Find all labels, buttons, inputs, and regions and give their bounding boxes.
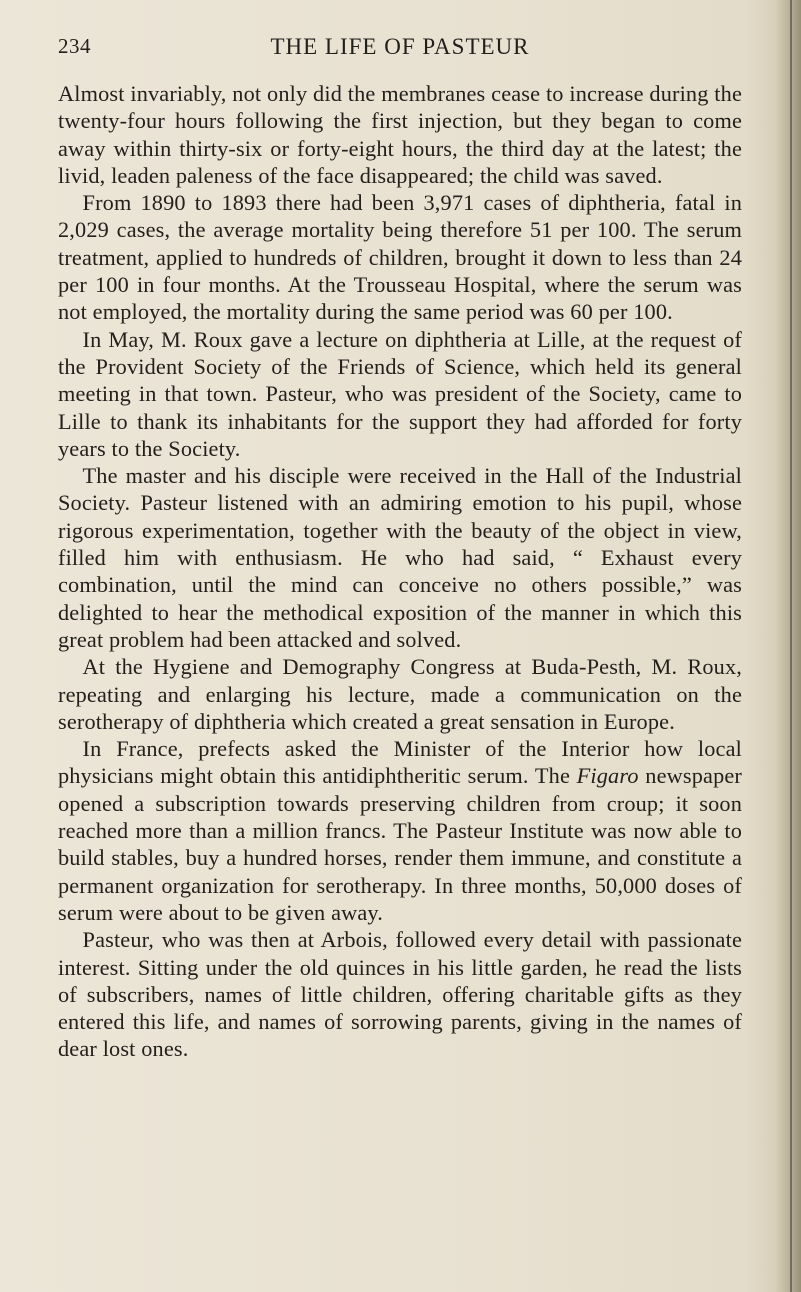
page-edge-line <box>790 0 792 1292</box>
page-edge-shadow <box>775 0 801 1292</box>
paragraph-buda-pesth: At the Hygiene and Demography Congress at Buda-Pesth, M. Roux, repeating and enlarging his lecture, made a communication on the serotherapy of diphtheria which created a great sensation in Europe. <box>58 654 742 734</box>
paragraph-figaro <box>58 735 742 926</box>
running-title: THE LIFE OF PASTEUR <box>270 34 530 59</box>
paragraph-statistics: From 1890 to 1893 there had been 3,971 cases of diphtheria, fatal in 2,029 cases, the average mortality being therefore 51 per 100. The serum treatment, applied to hundreds of children, brought it down to less than 24 per 100 in four months. At the Trousseau Hospital, where the serum was not employed, the mortality during the same period was 60 per 100. <box>58 190 742 325</box>
body-text <box>58 80 742 1063</box>
page-number: 234 <box>58 34 91 58</box>
paragraph-industrial-society: The master and his disciple were received in the Hall of the Industrial Society. Pasteur listened with an admiring emotion to his pupil, whose rigorous experimentation, together with the beauty of the object in view, filled him with enthusiasm. He who had said, “ Exhaust every combination, until the mind can conceive no others possible,” was delighted to hear the methodical exposition of the manner in which this great problem had been attacked and solved. <box>58 463 742 652</box>
figaro-text-after: newspaper opened a subscription towards preserving children from croup; it soon reached more than a million francs. The Pasteur Institute was now able to build stables, buy a hundred horses, render them immune, and constitute a permanent organization for serotherapy. In three months, 50,000 doses of serum were about to be given away. <box>58 763 742 925</box>
paragraph-lille-lecture: In May, M. Roux gave a lecture on diphtheria at Lille, at the request of the Provident Society of the Friends of Science, which held its general meeting in that town. Pasteur, who was president of the Society, came to Lille to thank its inhabitants for the support they had afforded for forty years to the Society. <box>58 326 742 461</box>
paragraph-arbois: Pasteur, who was then at Arbois, followed every detail with passionate interest. Sitting under the old quinces in his little garden, he read the lists of subscribers, names of little children, offering charitable gifts as they entered this life, and names of sorrowing parents, giving in the names of dear lost ones. <box>58 927 742 1062</box>
figaro-title: Figaro <box>576 763 639 789</box>
running-head <box>58 34 742 64</box>
figaro-text-before: In France, prefects asked the Minister of the Interior how local physicians might obtain this antidiphtheritic serum. The <box>58 736 742 789</box>
paragraph-membranes: Almost invariably, not only did the membranes cease to increase during the twenty-four hours following the first injection, but they began to come away within thirty-six or forty-eight hours, the third day at the latest; the livid, leaden paleness of the face disappeared; the child was saved. <box>58 81 742 188</box>
